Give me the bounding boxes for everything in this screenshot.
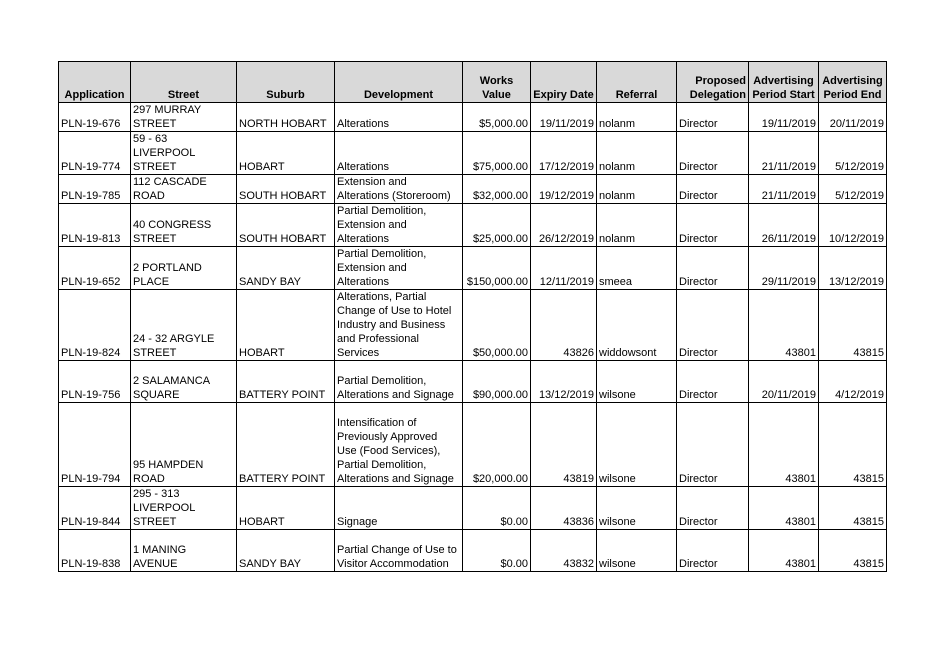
advertising-start-cell: 43801 <box>749 530 819 572</box>
application-cell: PLN-19-756 <box>59 361 131 403</box>
development-cell: Intensification of Previously Approved Use (Food Services), Partial Demolition, Alterations and Signage <box>335 403 463 487</box>
application-cell: PLN-19-676 <box>59 103 131 132</box>
works-value-cell: $50,000.00 <box>463 290 531 361</box>
referral-cell: wilsone <box>597 530 677 572</box>
table-row <box>59 247 887 290</box>
referral-cell: nolanm <box>597 204 677 247</box>
application-cell: PLN-19-838 <box>59 530 131 572</box>
delegation-cell: Director <box>677 132 749 175</box>
col-referral-header: Referral <box>597 62 677 103</box>
table-row <box>59 175 887 204</box>
table-row <box>59 290 887 361</box>
table-row <box>59 204 887 247</box>
applications-table <box>58 61 887 572</box>
development-cell: Partial Demolition, Extension and Alterations <box>335 204 463 247</box>
application-cell: PLN-19-794 <box>59 403 131 487</box>
application-cell: PLN-19-774 <box>59 132 131 175</box>
delegation-cell: Director <box>677 361 749 403</box>
advertising-start-cell: 21/11/2019 <box>749 132 819 175</box>
table-row <box>59 103 887 132</box>
application-cell: PLN-19-844 <box>59 487 131 530</box>
works-value-cell: $0.00 <box>463 530 531 572</box>
delegation-cell: Director <box>677 103 749 132</box>
delegation-cell: Director <box>677 247 749 290</box>
advertising-end-cell: 4/12/2019 <box>819 361 887 403</box>
application-cell: PLN-19-824 <box>59 290 131 361</box>
development-cell: Extension and Alterations (Storeroom) <box>335 175 463 204</box>
street-cell: 2 SALAMANCA SQUARE <box>131 361 237 403</box>
works-value-cell: $90,000.00 <box>463 361 531 403</box>
works-value-cell: $150,000.00 <box>463 247 531 290</box>
expiry-date-cell: 43832 <box>531 530 597 572</box>
delegation-cell: Director <box>677 530 749 572</box>
suburb-cell: SANDY BAY <box>237 530 335 572</box>
header-row <box>59 62 887 103</box>
street-cell: 295 - 313 LIVERPOOL STREET <box>131 487 237 530</box>
street-cell: 24 - 32 ARGYLE STREET <box>131 290 237 361</box>
referral-cell: smeea <box>597 247 677 290</box>
development-cell: Alterations <box>335 132 463 175</box>
street-cell: 112 CASCADE ROAD <box>131 175 237 204</box>
advertising-start-cell: 19/11/2019 <box>749 103 819 132</box>
col-advertising-end-header: Advertising Period End <box>819 62 887 103</box>
col-suburb-header: Suburb <box>237 62 335 103</box>
advertising-start-cell: 43801 <box>749 487 819 530</box>
delegation-cell: Director <box>677 175 749 204</box>
expiry-date-cell: 17/12/2019 <box>531 132 597 175</box>
street-cell: 1 MANING AVENUE <box>131 530 237 572</box>
delegation-cell: Director <box>677 403 749 487</box>
advertising-end-cell: 5/12/2019 <box>819 175 887 204</box>
works-value-cell: $0.00 <box>463 487 531 530</box>
expiry-date-cell: 19/11/2019 <box>531 103 597 132</box>
works-value-cell: $32,000.00 <box>463 175 531 204</box>
expiry-date-cell: 43819 <box>531 403 597 487</box>
advertising-end-cell: 43815 <box>819 487 887 530</box>
col-development-header: Development <box>335 62 463 103</box>
expiry-date-cell: 43826 <box>531 290 597 361</box>
advertising-start-cell: 29/11/2019 <box>749 247 819 290</box>
development-cell: Partial Demolition, Extension and Alterations <box>335 247 463 290</box>
development-cell: Alterations <box>335 103 463 132</box>
col-delegation-header: Proposed Delegation <box>677 62 749 103</box>
works-value-cell: $20,000.00 <box>463 403 531 487</box>
suburb-cell: HOBART <box>237 132 335 175</box>
advertising-start-cell: 21/11/2019 <box>749 175 819 204</box>
referral-cell: wilsone <box>597 403 677 487</box>
table-row <box>59 361 887 403</box>
delegation-cell: Director <box>677 487 749 530</box>
col-street-header: Street <box>131 62 237 103</box>
expiry-date-cell: 12/11/2019 <box>531 247 597 290</box>
advertising-start-cell: 43801 <box>749 403 819 487</box>
referral-cell: nolanm <box>597 175 677 204</box>
application-cell: PLN-19-813 <box>59 204 131 247</box>
referral-cell: wilsone <box>597 487 677 530</box>
referral-cell: widdowsont <box>597 290 677 361</box>
development-cell: Signage <box>335 487 463 530</box>
works-value-cell: $5,000.00 <box>463 103 531 132</box>
col-expiry-date-header: Expiry Date <box>531 62 597 103</box>
expiry-date-cell: 19/12/2019 <box>531 175 597 204</box>
col-advertising-start-header: Advertising Period Start <box>749 62 819 103</box>
application-cell: PLN-19-785 <box>59 175 131 204</box>
expiry-date-cell: 26/12/2019 <box>531 204 597 247</box>
advertising-end-cell: 43815 <box>819 403 887 487</box>
advertising-start-cell: 26/11/2019 <box>749 204 819 247</box>
expiry-date-cell: 13/12/2019 <box>531 361 597 403</box>
street-cell: 297 MURRAY STREET <box>131 103 237 132</box>
advertising-end-cell: 43815 <box>819 530 887 572</box>
col-application-header: Application <box>59 62 131 103</box>
table-row <box>59 132 887 175</box>
suburb-cell: NORTH HOBART <box>237 103 335 132</box>
suburb-cell: BATTERY POINT <box>237 403 335 487</box>
table-row <box>59 530 887 572</box>
table-row <box>59 487 887 530</box>
street-cell: 59 - 63 LIVERPOOL STREET <box>131 132 237 175</box>
works-value-cell: $75,000.00 <box>463 132 531 175</box>
table-row <box>59 403 887 487</box>
delegation-cell: Director <box>677 290 749 361</box>
advertising-end-cell: 20/11/2019 <box>819 103 887 132</box>
expiry-date-cell: 43836 <box>531 487 597 530</box>
advertising-start-cell: 20/11/2019 <box>749 361 819 403</box>
works-value-cell: $25,000.00 <box>463 204 531 247</box>
street-cell: 2 PORTLAND PLACE <box>131 247 237 290</box>
street-cell: 40 CONGRESS STREET <box>131 204 237 247</box>
suburb-cell: HOBART <box>237 290 335 361</box>
advertising-end-cell: 43815 <box>819 290 887 361</box>
suburb-cell: BATTERY POINT <box>237 361 335 403</box>
application-cell: PLN-19-652 <box>59 247 131 290</box>
development-cell: Partial Change of Use to Visitor Accommodation <box>335 530 463 572</box>
referral-cell: nolanm <box>597 103 677 132</box>
development-cell: Alterations, Partial Change of Use to Hotel Industry and Business and Professional Services <box>335 290 463 361</box>
advertising-start-cell: 43801 <box>749 290 819 361</box>
development-cell: Partial Demolition, Alterations and Signage <box>335 361 463 403</box>
col-works-value-header: Works Value <box>463 62 531 103</box>
suburb-cell: SANDY BAY <box>237 247 335 290</box>
table-body <box>59 103 887 572</box>
referral-cell: wilsone <box>597 361 677 403</box>
advertising-end-cell: 13/12/2019 <box>819 247 887 290</box>
street-cell: 95 HAMPDEN ROAD <box>131 403 237 487</box>
suburb-cell: SOUTH HOBART <box>237 175 335 204</box>
delegation-cell: Director <box>677 204 749 247</box>
suburb-cell: SOUTH HOBART <box>237 204 335 247</box>
advertising-end-cell: 5/12/2019 <box>819 132 887 175</box>
referral-cell: nolanm <box>597 132 677 175</box>
suburb-cell: HOBART <box>237 487 335 530</box>
advertising-end-cell: 10/12/2019 <box>819 204 887 247</box>
